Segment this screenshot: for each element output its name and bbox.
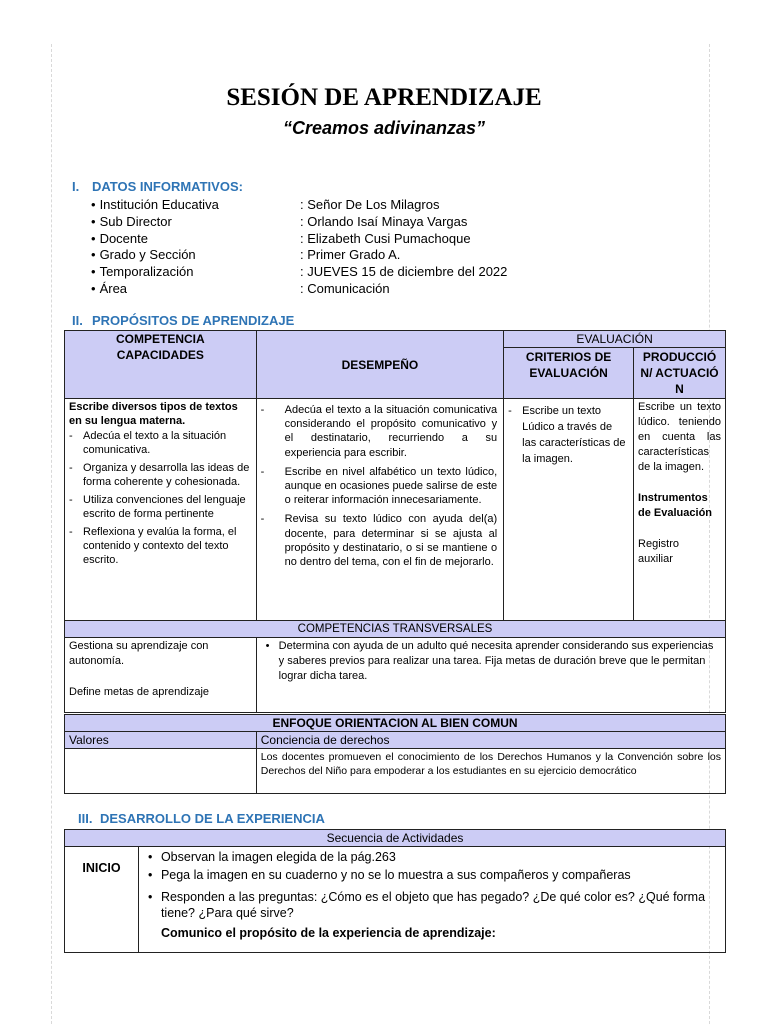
enfoque-text: Los docentes promueven el conocimiento de los Derechos Humanos y la Convención sobre los Derechos del Niño para empoderar a los estudiantes en su ejercicio democrático <box>256 749 725 794</box>
desempeno-cell <box>256 399 504 621</box>
desempeno-list <box>261 403 500 569</box>
capacidades-cell <box>65 399 257 621</box>
header-criterios: CRITERIOS DE EVALUACIÓN <box>504 348 634 399</box>
phase-content <box>138 847 725 953</box>
purposes-table <box>64 330 726 713</box>
sequence-list <box>143 849 721 921</box>
list-item: - Adecúa el texto a la situación comunicativa. <box>69 429 252 457</box>
header-competencia: COMPETENCIA CAPACIDADES <box>65 331 257 399</box>
info-row <box>91 231 507 248</box>
list-item: - Escribe un texto Lúdico a través de las características de la imagen. <box>508 403 629 467</box>
info-row <box>91 197 507 214</box>
produccion-text: Escribe un texto lúdico. teniendo en cuenta las características de la imagen. <box>638 401 721 473</box>
header-enfoque: ENFOQUE ORIENTACION AL BIEN COMUN <box>65 715 726 732</box>
info-label: • Docente <box>91 231 300 248</box>
transversal-competencia: Gestiona su aprendizaje con autonomía. <box>69 640 209 667</box>
header-desempeno: DESEMPEÑO <box>256 331 504 399</box>
competencia-text: Escribe diversos tipos de textos en su lengua materna. <box>69 401 238 427</box>
info-value: : Señor De Los Milagros <box>300 197 440 212</box>
list-item: - Adecúa el texto a la situación comunicativa considerando el propósito comunicativo y el destinatario, recurriendo a su experiencia para escribir. <box>261 403 498 460</box>
list-item: - Organiza y desarrolla las ideas de forma coherente y cohesionada. <box>69 461 252 489</box>
info-value: : Elizabeth Cusi Pumachoque <box>300 230 471 246</box>
transversal-desempeno-cell <box>256 638 725 713</box>
criterios-list <box>508 403 629 467</box>
header-conciencia: Conciencia de derechos <box>256 732 725 749</box>
info-value: : Orlando Isaí Minaya Vargas <box>300 213 468 229</box>
transversal-list <box>261 639 721 684</box>
info-label: • Grado y Sección <box>91 247 300 264</box>
page-subtitle: “Creamos adivinanzas” <box>282 118 486 138</box>
info-label: • Área <box>91 281 300 298</box>
header-secuencia: Secuencia de Actividades <box>65 830 726 847</box>
list-item: - Revisa su texto lúdico con ayuda del(a) docente, para determinar si se ajusta al propósito y destinatario, o si se mantiene o no dentro del tema, con el fin de mejorarlo. <box>261 512 498 569</box>
transversal-competencia-cell <box>65 638 257 713</box>
page-title: SESIÓN DE APRENDIZAJE <box>226 84 542 111</box>
info-row <box>91 247 507 264</box>
phase-label: INICIO <box>65 847 139 953</box>
list-item: - Reflexiona y evalúa la forma, el contenido y contexto del texto escrito. <box>69 525 252 567</box>
info-value: : Comunicación <box>300 280 390 296</box>
list-item: • Determina con ayuda de un adulto qué necesita aprender considerando sus experiencias y saberes previos para realizar una tarea. Fija metas de duración breve que le permitan lograr dicha tarea. <box>261 639 717 684</box>
info-list <box>91 197 507 298</box>
info-value: : JUEVES 15 de diciembre del 2022 <box>300 264 508 280</box>
instrumento-text: Registro auxiliar <box>638 538 679 565</box>
enfoque-table <box>64 714 726 794</box>
list-item: • Observan la imagen elegida de la pág.263 <box>143 849 721 865</box>
instrumentos-label: Instrumentos de Evaluación <box>638 492 713 519</box>
closing-text: Comunico el propósito de la experiencia de aprendizaje: <box>160 926 496 940</box>
info-row <box>91 214 507 231</box>
section-heading-datos: I. DATOS INFORMATIVOS: <box>72 179 243 194</box>
header-valores: Valores <box>65 732 257 749</box>
criterios-cell <box>504 399 634 621</box>
header-evaluacion: EVALUACIÓN <box>504 331 726 348</box>
list-item: - Escribe en nivel alfabético un texto lúdico, aunque en ocasiones puede salirse de este o reiterar información innecesariamente. <box>261 465 498 508</box>
section-heading-propositos: II. PROPÓSITOS DE APRENDIZAJE <box>72 313 295 328</box>
info-row <box>91 281 507 298</box>
info-label: • Institución Educativa <box>91 197 300 214</box>
sequence-table <box>64 829 726 953</box>
info-label: • Temporalización <box>91 264 300 281</box>
capacidades-list <box>69 429 252 567</box>
header-transversales: COMPETENCIAS TRANSVERSALES <box>65 621 726 638</box>
section-heading-desarrollo: III. DESARROLLO DE LA EXPERIENCIA <box>78 811 325 826</box>
list-item: - Utiliza convenciones del lenguaje escrito de forma pertinente <box>69 493 252 521</box>
produccion-cell <box>634 399 726 621</box>
header-produccion: PRODUCCIÓN/ ACTUACIÓN <box>634 348 726 399</box>
valores-cell <box>65 749 257 794</box>
list-item: • Responden a las preguntas: ¿Cómo es el objeto que has pegado? ¿De qué color es? ¿Qué forma tiene? ¿Para qué sirve? <box>143 889 721 921</box>
info-label: • Sub Director <box>91 214 300 231</box>
transversal-capacidad: Define metas de aprendizaje <box>69 686 210 698</box>
info-row <box>91 264 507 281</box>
list-item: • Pega la imagen en su cuaderno y no se lo muestra a sus compañeros y compañeras <box>143 867 721 883</box>
info-value: : Primer Grado A. <box>300 247 401 263</box>
